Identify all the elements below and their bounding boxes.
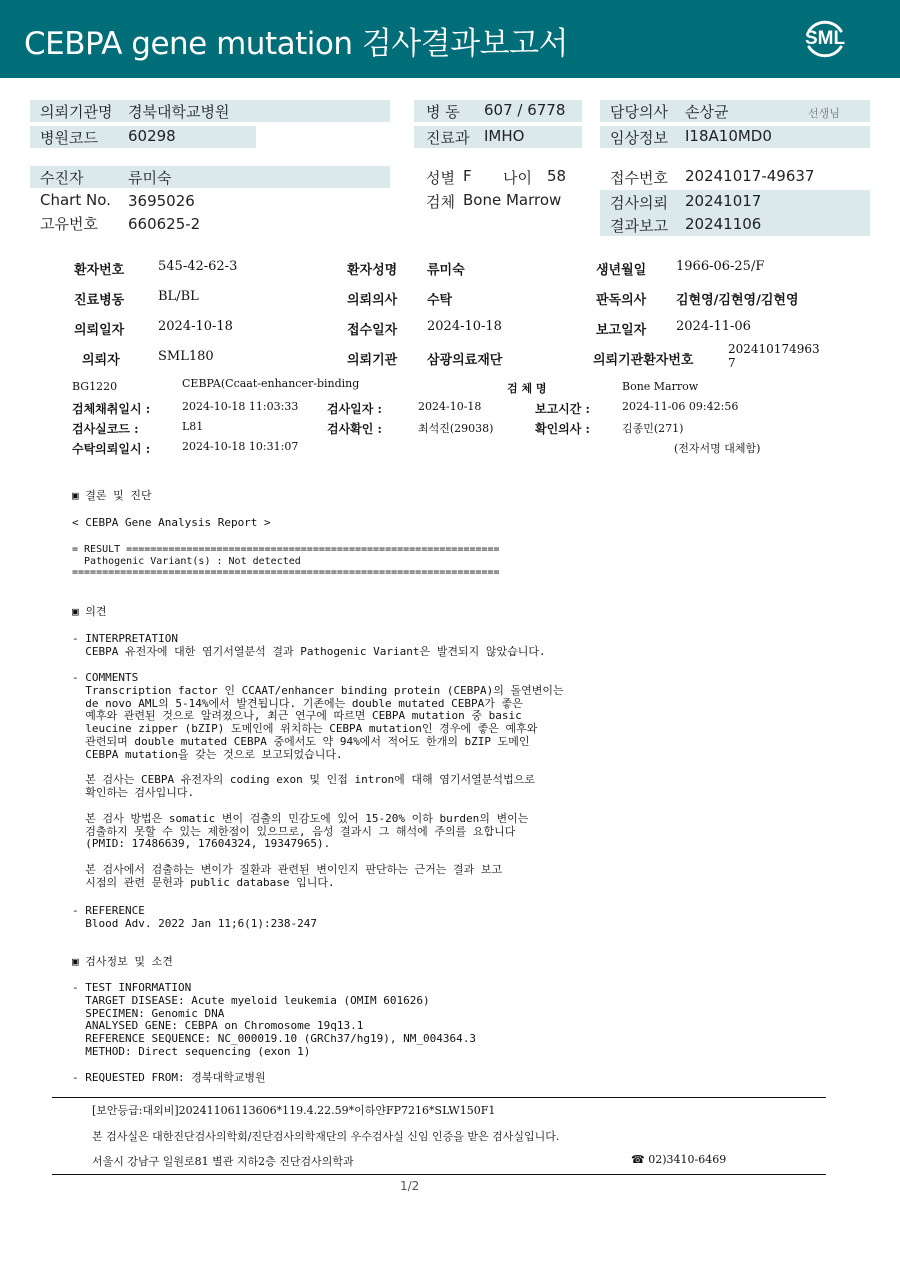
ward-value: 607 / 6778 bbox=[484, 101, 566, 119]
tb-value: 2024-11-06 09:42:56 bbox=[622, 400, 739, 413]
pb-label: 환자성명 bbox=[347, 263, 398, 278]
tb-label: 검사실코드 : bbox=[72, 422, 139, 436]
clinical-label: 임상정보 bbox=[610, 129, 668, 147]
test-name: CEBPA(Ccaat-enhancer-binding bbox=[182, 377, 360, 390]
tb-label: 검체채취일시 : bbox=[72, 402, 151, 416]
dept-value: IMHO bbox=[484, 127, 525, 145]
tb-label: 검사일자 : bbox=[327, 402, 382, 416]
pb-label: 환자번호 bbox=[74, 263, 125, 278]
pb-label: 판독의사 bbox=[596, 293, 647, 308]
test-req-value: 20241017 bbox=[685, 192, 762, 210]
section-heading-conclusion: ▣ 결론 및 진단 bbox=[72, 489, 152, 502]
test-information-text: - TEST INFORMATION TARGET DISEASE: Acute myeloid leukemia (OMIM 601626) SPECIMEN: Genomic DNA ANALYSED GENE: CEBPA on Chromosome 19q13.1 REFERENCE SEQUENCE: NC_000019.10 (GRCh37/hg19), NM_004364.3 METHOD: Direct sequencing (exon 1) bbox=[72, 981, 476, 1058]
doctor-value: 손상균 bbox=[685, 103, 729, 121]
tb-label: 보고시간 : bbox=[535, 402, 590, 416]
pb-value: 류미숙 bbox=[427, 263, 465, 278]
reference-text: - REFERENCE Blood Adv. 2022 Jan 11;6(1):238-247 bbox=[72, 904, 318, 930]
age-value: 58 bbox=[547, 167, 567, 185]
sex-value: F bbox=[463, 167, 472, 185]
patient-value: 류미숙 bbox=[128, 169, 172, 187]
pb-value: 2024-10-18 bbox=[427, 319, 502, 334]
req-inst-label: 의뢰기관명 bbox=[40, 103, 113, 121]
result-value: 20241106 bbox=[685, 215, 762, 233]
patient-box bbox=[30, 166, 390, 188]
pb-value: SML180 bbox=[158, 349, 214, 364]
tb-label: 수탁의뢰일시 : bbox=[72, 442, 151, 456]
pb-label: 의뢰의사 bbox=[347, 293, 398, 308]
phone-line: ☎ 02)3410-6469 bbox=[631, 1153, 727, 1166]
tb-label: 검사확인 : bbox=[327, 422, 382, 436]
pb-value: 2024-10-18 bbox=[158, 319, 233, 334]
certification-line: 본 검사실은 대한진단검사의학회/진단검사의학재단의 우수검사실 신임 인증을 받은 검사실입니다. bbox=[92, 1130, 560, 1143]
test-spec-label: 검 체 명 bbox=[507, 382, 547, 395]
pb-value: BL/BL bbox=[158, 289, 199, 304]
dept-label: 진료과 bbox=[426, 129, 470, 147]
comments-text: - COMMENTS Transcription factor 인 CCAAT/enhancer binding protein (CEBPA)의 돌연변이는 de novo AML의 5-14%에서 발견됩니다. 기존에는 double mutated CEBPA가 좋은 예후와 관련된 것으로 알려졌으나, 최근 연구에 따르면 CEBPA mutation 중 basic leucine zipper (bZIP) 도메인에 위치하는 CEBPA mutation인 경우에 좋은 예후와 관련되며 double mutated CEBPA 중에서도 약 94%에서 적어도 한개의 bZIP 도메인 CEBPA mutation을 갖는 것으로 보고되었습니다. 본 검사는 CEBPA 유전자의 coding exon 및 인접 intron에 대해 염기서열분석법으로 확인하는 검사입니다. 본 검사 방법은 somatic 변이 검출의 민감도에 있어 15-20% 이하 burden의 변이는 검출하지 못할 수 있는 제한점이 있으므로, 음성 결과시 그 해석에 주의를 요합니다 (PMID: 17486639, 17604324, 19347965). 본 검사에서 검출하는 변이가 질환과 관련된 변이인지 판단하는 근거는 결과 보고 시점의 관련 문헌과 public database 입니다. bbox=[72, 671, 564, 889]
address-line: 서울시 강남구 일원로81 별관 지하2층 진단검사의학과 bbox=[92, 1155, 354, 1168]
req-inst-value: 경북대학교병원 bbox=[128, 103, 230, 121]
pb-value-cont: 7 bbox=[728, 356, 736, 370]
hosp-code-label: 병원코드 bbox=[40, 129, 98, 147]
tb-label: 확인의사 : bbox=[535, 422, 590, 436]
pb-value: 202410174963 bbox=[728, 342, 820, 356]
tb-value: 최석진(29038) bbox=[418, 422, 494, 435]
tb-value: 2024-10-18 bbox=[418, 400, 482, 413]
pb-value: 1966-06-25/F bbox=[676, 259, 765, 274]
uid-value: 660625-2 bbox=[128, 215, 201, 233]
pb-label: 접수일자 bbox=[347, 323, 398, 338]
report-header bbox=[0, 0, 900, 78]
report-title: CEBPA gene mutation 검사결과보고서 bbox=[24, 26, 568, 62]
uid-label: 고유번호 bbox=[40, 215, 98, 233]
ward-label: 병 동 bbox=[426, 103, 460, 121]
hosp-code-value: 60298 bbox=[128, 127, 176, 145]
sex-label: 성별 bbox=[426, 169, 455, 187]
tb-value: 2024-10-18 11:03:33 bbox=[182, 400, 299, 413]
patient-label: 수진자 bbox=[40, 169, 84, 187]
interpretation-text: - INTERPRETATION CEBPA 유전자에 대한 염기서열분석 결과 Pathogenic Variant은 발견되지 않았습니다. bbox=[72, 632, 546, 658]
sml-logo: SML bbox=[800, 14, 850, 64]
result-label: 결과보고 bbox=[610, 217, 668, 235]
doctor-suffix: 선생님 bbox=[808, 107, 840, 120]
age-label: 나이 bbox=[503, 169, 532, 187]
pb-label: 생년월일 bbox=[596, 263, 647, 278]
requested-from-text: - REQUESTED FROM: 경북대학교병원 bbox=[72, 1071, 266, 1084]
tb-value: 김종민(271) bbox=[622, 422, 684, 435]
specimen-value: Bone Marrow bbox=[463, 191, 562, 209]
pb-value: 수탁 bbox=[427, 293, 453, 308]
pb-label: 의뢰기관환자번호 bbox=[593, 353, 694, 368]
doctor-label: 담당의사 bbox=[610, 103, 668, 121]
e-sign-note: (전자서명 대체함) bbox=[674, 442, 761, 455]
clinical-value: I18A10MD0 bbox=[685, 127, 772, 145]
pb-label: 진료병동 bbox=[74, 293, 125, 308]
footer-divider-top bbox=[52, 1097, 826, 1098]
pb-value: 삼광의료재단 bbox=[427, 353, 503, 368]
page-number: 1/2 bbox=[400, 1179, 420, 1193]
tb-value: L81 bbox=[182, 420, 204, 433]
section-heading-opinion: ▣ 의견 bbox=[72, 605, 107, 618]
report-subtitle: < CEBPA Gene Analysis Report > bbox=[72, 516, 271, 529]
pb-value: 김현영/김현영/김현영 bbox=[676, 293, 799, 308]
section-heading-test-info: ▣ 검사정보 및 소견 bbox=[72, 955, 173, 968]
pb-label: 보고일자 bbox=[596, 323, 647, 338]
chart-label: Chart No. bbox=[40, 191, 111, 209]
security-line: [보안등급:대외비]20241106113606*119.4.22.59*이하얀FP7216*SLW150F1 bbox=[92, 1104, 496, 1117]
test-req-label: 검사의뢰 bbox=[610, 194, 668, 212]
receipt-label: 접수번호 bbox=[610, 169, 668, 187]
pb-label: 의뢰자 bbox=[82, 353, 120, 368]
tb-value: 2024-10-18 10:31:07 bbox=[182, 440, 299, 453]
test-spec-value: Bone Marrow bbox=[622, 380, 699, 393]
pb-label: 의뢰일자 bbox=[74, 323, 125, 338]
test-code: BG1220 bbox=[72, 380, 118, 393]
pb-label: 의뢰기관 bbox=[347, 353, 398, 368]
result-block: = RESULT ============================================================== Pathogenic Variant(s) : Not detected ======================================================================= bbox=[72, 544, 500, 578]
pb-value: 2024-11-06 bbox=[676, 319, 751, 334]
receipt-value: 20241017-49637 bbox=[685, 167, 815, 185]
specimen-label: 검체 bbox=[426, 193, 455, 211]
footer-divider-bottom bbox=[52, 1174, 826, 1175]
chart-value: 3695026 bbox=[128, 192, 195, 210]
pb-value: 545-42-62-3 bbox=[158, 259, 238, 274]
